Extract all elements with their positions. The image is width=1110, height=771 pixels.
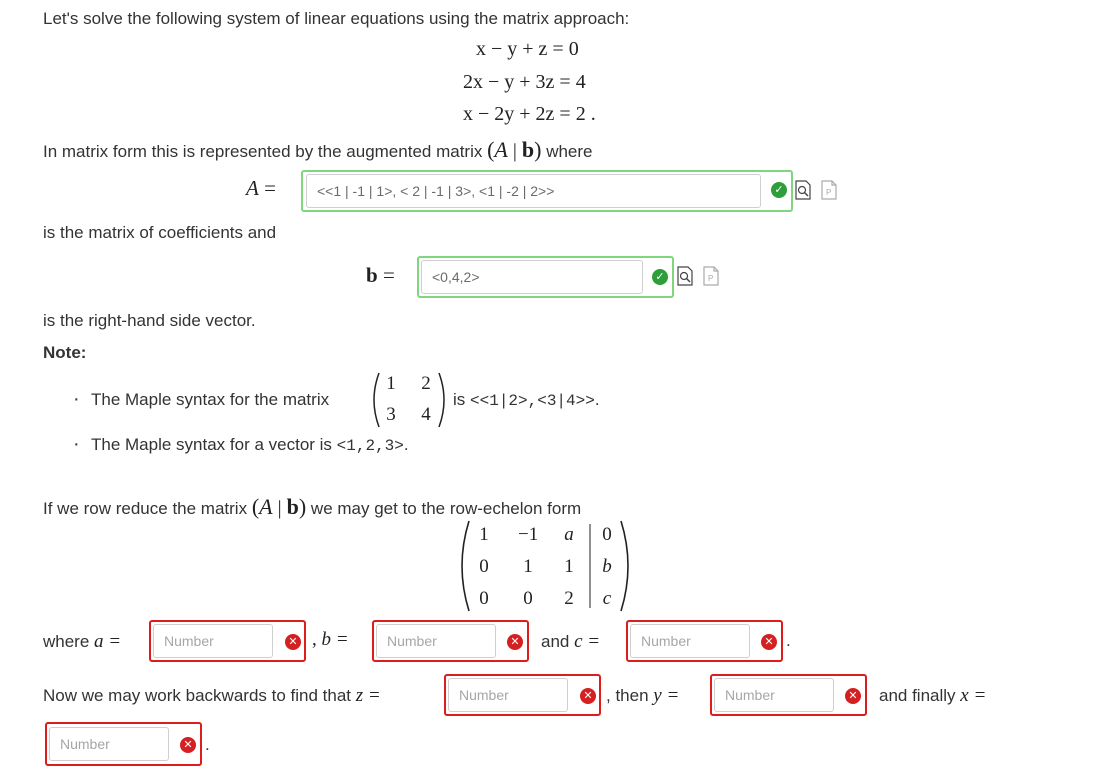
- bullet: ·: [73, 433, 80, 455]
- c-input[interactable]: [630, 624, 750, 658]
- augmented-matrix-label: (A | b): [251, 494, 307, 519]
- echelon-cell: 1: [479, 524, 489, 545]
- A-input[interactable]: [306, 174, 761, 208]
- error-icon: ✕: [845, 688, 861, 704]
- note-matrix-cell: 1: [386, 373, 396, 394]
- b-input[interactable]: [421, 260, 643, 294]
- b2-label: b =: [321, 629, 349, 650]
- check-icon: ✓: [771, 182, 787, 198]
- echelon-cell: 0: [479, 588, 489, 609]
- note2-code: <1,2,3>: [336, 437, 404, 455]
- echelon-cell: 0: [523, 588, 533, 609]
- check-icon: ✓: [652, 269, 668, 285]
- equation: 2x − y + 3z = 4: [463, 71, 586, 93]
- row-reduce-text: [43, 494, 581, 520]
- and-c: [541, 631, 600, 653]
- x-label: x =: [960, 685, 987, 706]
- preview-icon[interactable]: [795, 180, 811, 200]
- where-a: [43, 631, 121, 653]
- row-reduce-suffix: we may get to the row-echelon form: [310, 499, 582, 518]
- note-matrix-cell: 4: [421, 404, 431, 425]
- matrix-intro: [43, 137, 593, 163]
- echelon-cell: 1: [564, 556, 574, 577]
- z-label: z =: [355, 685, 381, 706]
- y-label: y =: [653, 685, 680, 706]
- note2-prefix: The Maple syntax for a vector is: [91, 435, 332, 454]
- maple-doc-icon[interactable]: [821, 180, 837, 200]
- note1-end: .: [594, 390, 600, 409]
- note-matrix-cell: 3: [386, 404, 396, 425]
- note2: [91, 435, 409, 455]
- where-text: where: [43, 632, 90, 651]
- back-text-label: Now we may work backwards to find that: [43, 686, 352, 705]
- x-input[interactable]: [49, 727, 169, 761]
- period: .: [205, 735, 210, 754]
- finally-text: and finally: [879, 686, 956, 705]
- preview-icon[interactable]: [677, 266, 693, 286]
- echelon-cell: 0: [479, 556, 489, 577]
- intro-text: Let's solve the following system of linear equations using the matrix approach:: [43, 9, 630, 28]
- z-input[interactable]: [448, 678, 568, 712]
- svg-text:P: P: [708, 274, 714, 283]
- maple-doc-icon[interactable]: [703, 266, 719, 286]
- b2-label-wrap: , b =: [312, 629, 349, 650]
- echelon-cell: 0: [602, 524, 612, 545]
- error-icon: ✕: [507, 634, 523, 650]
- svg-text:P: P: [826, 188, 832, 197]
- then-y: [606, 685, 679, 707]
- echelon-cell: 1: [523, 556, 533, 577]
- note-matrix-parens: [367, 370, 453, 430]
- error-icon: ✕: [285, 634, 301, 650]
- note-matrix-cell: 2: [421, 373, 431, 394]
- note1-prefix: The Maple syntax for the matrix: [91, 390, 330, 409]
- echelon-cell: c: [602, 588, 612, 609]
- back-text: [43, 685, 381, 707]
- row-reduce-prefix: If we row reduce the matrix: [43, 499, 248, 518]
- note1-code: <<1|2>,<3|4>>: [470, 392, 595, 410]
- note2-end: .: [403, 435, 409, 454]
- echelon-cell: b: [602, 556, 612, 577]
- and-text: and: [541, 632, 570, 651]
- error-icon: ✕: [761, 634, 777, 650]
- a-input[interactable]: [153, 624, 273, 658]
- a-label: a =: [94, 631, 122, 652]
- y-input[interactable]: [714, 678, 834, 712]
- error-icon: ✕: [180, 737, 196, 753]
- b-label: b =: [366, 263, 395, 287]
- c-label: c =: [574, 631, 601, 652]
- equation: x − 2y + 2z = 2 .: [463, 103, 596, 125]
- bullet: ·: [73, 388, 80, 410]
- coeff-text: is the matrix of coefficients and: [43, 223, 277, 242]
- error-icon: ✕: [580, 688, 596, 704]
- rhs-text: is the right-hand side vector.: [43, 311, 256, 330]
- echelon-cell: −1: [518, 524, 539, 545]
- echelon-cell: 2: [564, 588, 574, 609]
- matrix-intro-suffix: where: [546, 142, 593, 161]
- note1-is: is: [453, 390, 466, 409]
- note1-suffix: [453, 390, 600, 410]
- period: .: [786, 631, 791, 650]
- matrix-intro-prefix: In matrix form this is represented by the augmented matrix: [43, 142, 483, 161]
- augmented-matrix-label: (A | b): [487, 137, 542, 162]
- then-text: , then: [606, 686, 649, 705]
- echelon-cell: a: [564, 524, 574, 545]
- finally-x: [879, 685, 986, 707]
- A-label: A =: [246, 176, 276, 200]
- note-label: Note:: [43, 343, 87, 362]
- equation: x − y + z = 0: [476, 38, 579, 60]
- b2-input[interactable]: [376, 624, 496, 658]
